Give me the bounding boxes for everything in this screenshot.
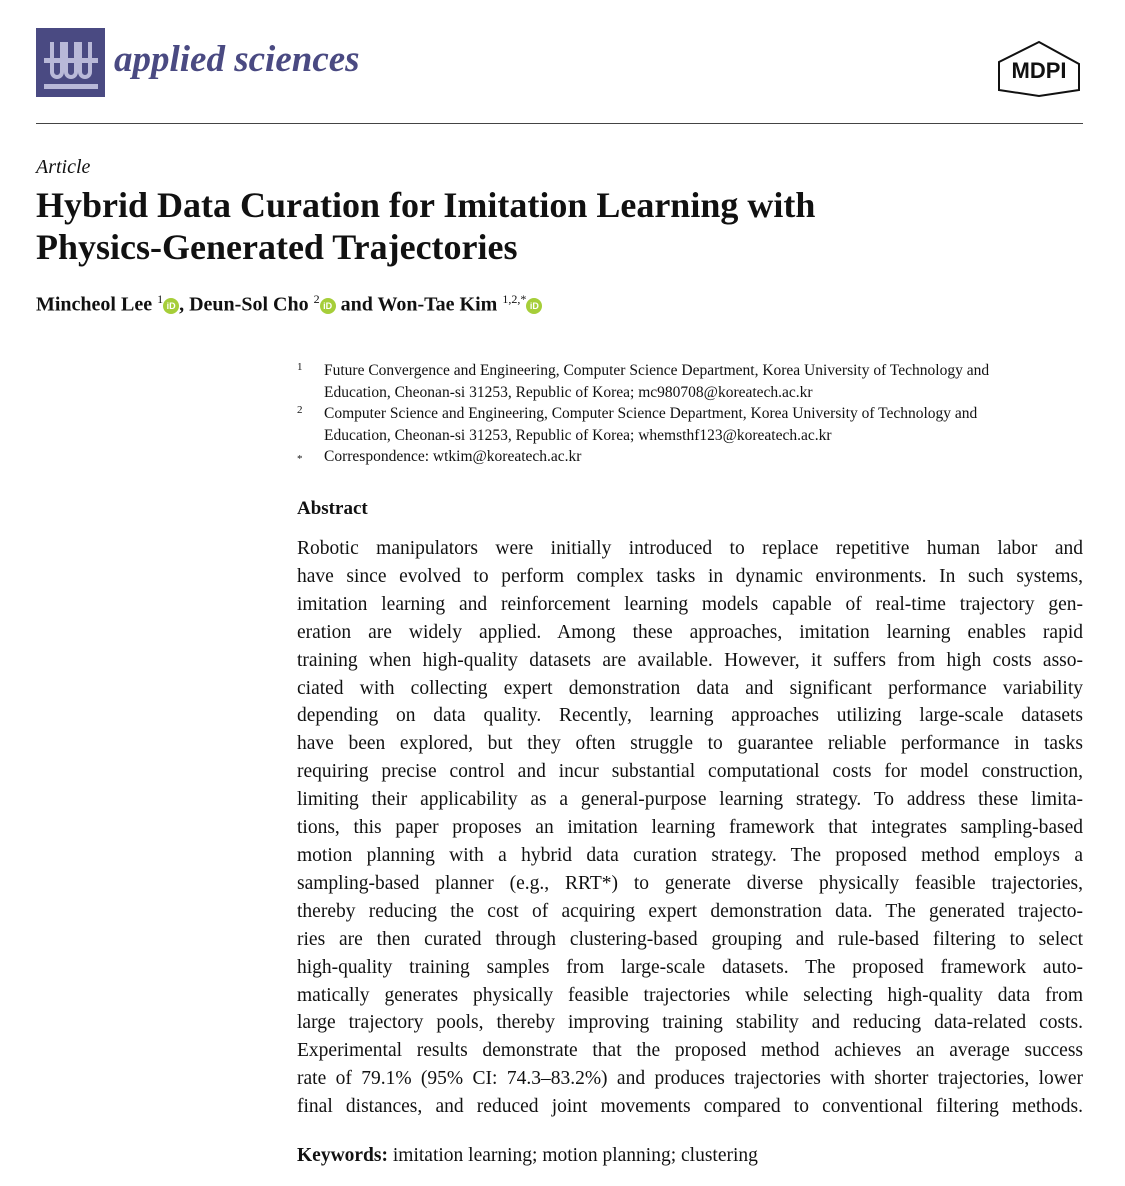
affiliation-mark: * <box>297 453 303 465</box>
affiliation-mark: 1 <box>297 361 303 373</box>
affiliation-line: Future Convergence and Engineering, Computer Science Department, Korea University of Technology and <box>324 362 990 379</box>
journal-logo-icon <box>36 28 105 97</box>
abstract-line: have been explored, but they often struggle to guarantee reliable performance in tasks <box>297 733 1083 755</box>
title-line: Hybrid Data Curation for Imitation Learning with <box>36 185 816 225</box>
mdpi-logo <box>995 40 1083 98</box>
correspondence-line: Correspondence: wtkim@koreatech.ac.kr <box>324 448 582 465</box>
abstract-line: final distances, and reduced joint movements compared to conventional filtering methods. <box>297 1096 1083 1118</box>
author-affiliation-mark: 1 <box>157 292 164 306</box>
abstract-line: high-quality training samples from large-scale datasets. The proposed framework auto- <box>297 956 1083 978</box>
affiliation-line: Education, Cheonan-si 31253, Republic of Korea; whemsthf123@koreatech.ac.kr <box>324 427 832 444</box>
abstract-line: Experimental results demonstrate that the proposed method achieves an average success <box>297 1040 1083 1062</box>
abstract-line: depending on data quality. Recently, learning approaches utilizing large-scale datasets <box>297 705 1083 727</box>
affiliation-mark: 2 <box>297 404 303 416</box>
keywords-label: Keywords: <box>297 1145 388 1166</box>
abstract-line: rate of 79.1% (95% CI: 74.3–83.2%) and produces trajectories with shorter trajectories, lower <box>297 1068 1083 1090</box>
abstract-line: matically generates physically feasible trajectories while selecting high-quality data from <box>297 984 1083 1006</box>
article-type: Article <box>36 156 91 178</box>
author-separator: , <box>179 293 190 316</box>
affiliation-line: Education, Cheonan-si 31253, Republic of Korea; mc980708@koreatech.ac.kr <box>324 384 813 401</box>
author-separator: and <box>335 293 378 316</box>
abstract-line: Robotic manipulators were initially introduced to replace repetitive human labor and <box>297 538 1083 559</box>
author-name: Deun-Sol Cho <box>189 293 309 316</box>
orcid-icon[interactable]: iD <box>163 298 179 314</box>
abstract-line: tions, this paper proposes an imitation learning framework that integrates sampling-based <box>297 817 1083 839</box>
author-affiliation-mark: 2 <box>313 292 320 306</box>
keywords <box>297 1145 758 1167</box>
orcid-icon[interactable]: iD <box>526 298 542 314</box>
abstract-line: imitation learning and reinforcement learning models capable of real-time trajectory gen- <box>297 593 1083 615</box>
author-list <box>36 292 542 317</box>
header-divider <box>36 123 1083 124</box>
abstract-line: have since evolved to perform complex tasks in dynamic environments. In such systems, <box>297 565 1083 587</box>
abstract-heading: Abstract <box>297 498 368 519</box>
affiliation-line: Computer Science and Engineering, Computer Science Department, Korea University of Technology and <box>324 405 978 422</box>
abstract-line: limiting their applicability as a general-purpose learning strategy. To address these limita- <box>297 789 1083 811</box>
author-name: Won-Tae Kim <box>377 293 498 316</box>
abstract-body <box>297 535 1083 1121</box>
title-line: Physics-Generated Trajectories <box>36 227 518 267</box>
abstract-line: thereby reducing the cost of acquiring expert demonstration data. The generated trajecto- <box>297 900 1083 922</box>
abstract-line: training when high-quality datasets are available. However, it suffers from high costs asso- <box>297 649 1083 671</box>
journal-name: applied sciences <box>114 39 360 80</box>
author-name: Mincheol Lee <box>36 293 153 316</box>
abstract-line: requiring precise control and incur substantial computational costs for model construction, <box>297 761 1083 783</box>
author-affiliation-mark: 1,2,* <box>502 292 527 306</box>
keywords-text: imitation learning; motion planning; clustering <box>392 1145 758 1166</box>
abstract-line: ries are then curated through clustering-based grouping and rule-based filtering to select <box>297 928 1083 950</box>
abstract-line: eration are widely applied. Among these approaches, imitation learning enables rapid <box>297 621 1083 643</box>
abstract-line: large trajectory pools, thereby improving training stability and reducing data-related costs. <box>297 1012 1083 1034</box>
abstract-line: motion planning with a hybrid data curation strategy. The proposed method employs a <box>297 844 1083 866</box>
orcid-icon[interactable]: iD <box>320 298 336 314</box>
abstract-line: sampling-based planner (e.g., RRT*) to generate diverse physically feasible trajectories, <box>297 872 1083 894</box>
abstract-line: ciated with collecting expert demonstration data and significant performance variability <box>297 677 1083 699</box>
svg-text:MDPI: MDPI <box>1011 58 1067 83</box>
paper-title <box>36 184 815 268</box>
